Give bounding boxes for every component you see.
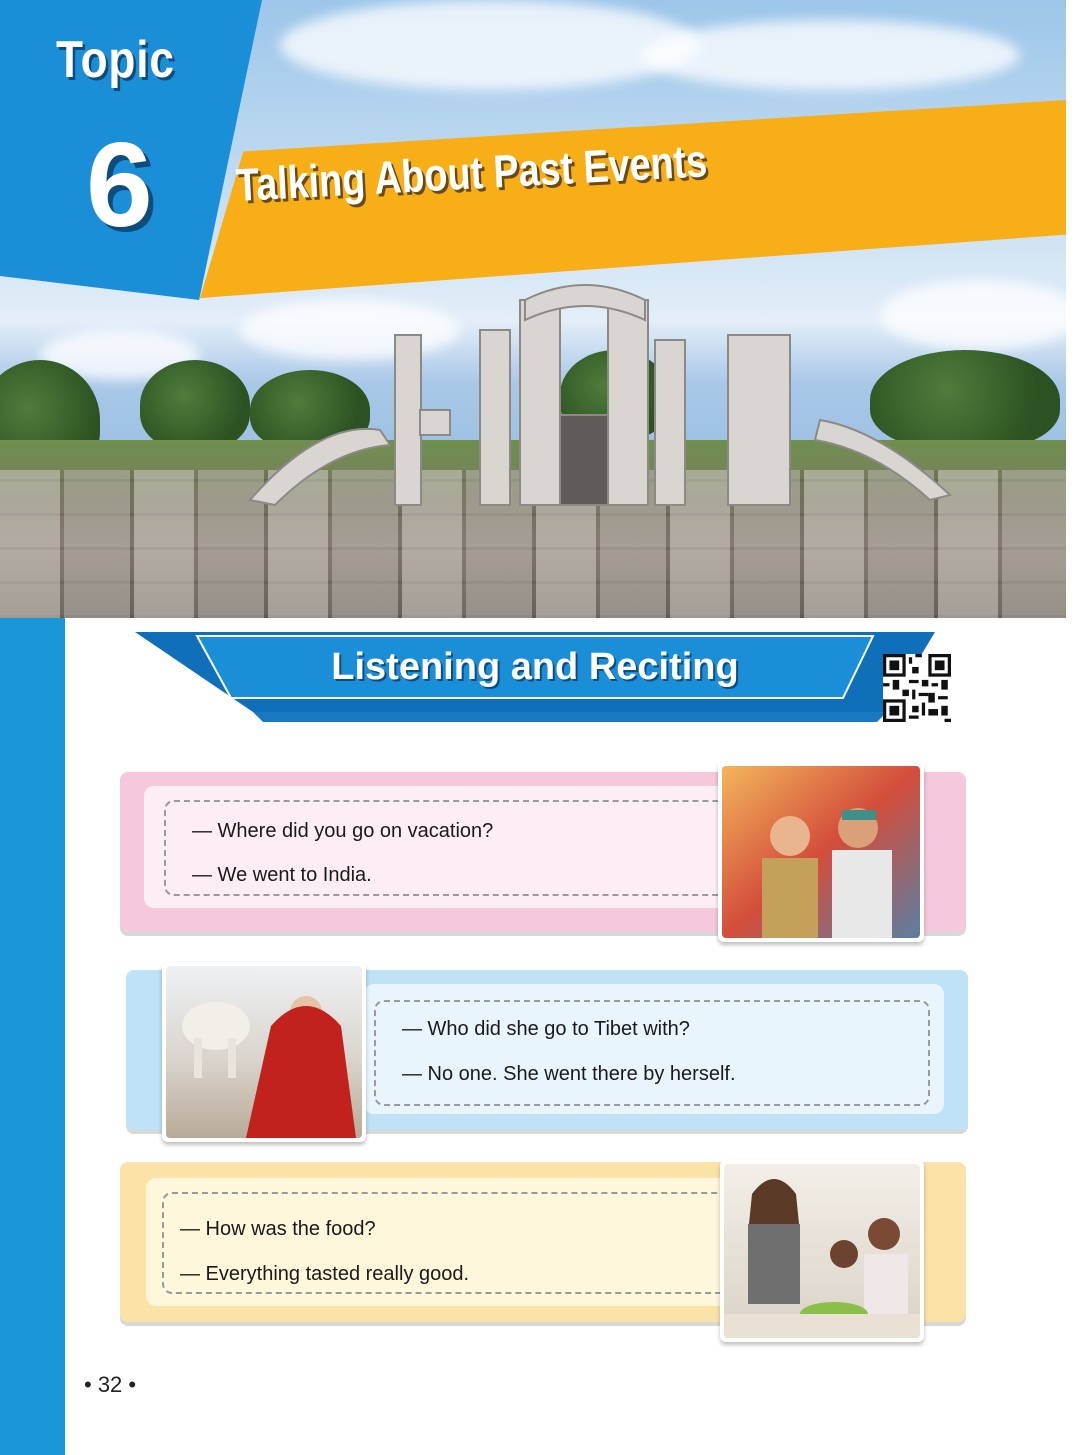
section-banner — [135, 632, 935, 724]
section-title: Listening and Reciting — [331, 646, 739, 688]
dialogue-1-question: — Where did you go on vacation? — [192, 820, 494, 842]
dialogue-card-3 — [120, 1160, 966, 1340]
qr-code-icon[interactable] — [883, 654, 951, 722]
topic-title: Talking About Past Events — [234, 134, 709, 211]
dialogue-2-answer: — No one. She went there by herself. — [402, 1063, 736, 1085]
dialogue-card-1 — [120, 762, 966, 937]
topic-label: Topic — [56, 31, 175, 89]
dialogue-3-answer: — Everything tasted really good. — [180, 1263, 470, 1285]
friends-eating-photo — [720, 1160, 924, 1342]
dialogue-card-2 — [126, 962, 968, 1142]
page-number: • 32 • — [84, 1372, 137, 1397]
left-stripe — [0, 618, 65, 1455]
tibet-woman-photo — [162, 962, 366, 1142]
hero-photo — [0, 0, 1066, 618]
topic-number: 6 — [86, 118, 153, 252]
dialogue-2-question: — Who did she go to Tibet with? — [402, 1018, 690, 1040]
dialogue-3-question: — How was the food? — [180, 1218, 376, 1240]
travelers-photo — [718, 762, 924, 942]
dialogue-1-answer: — We went to India. — [192, 864, 372, 886]
